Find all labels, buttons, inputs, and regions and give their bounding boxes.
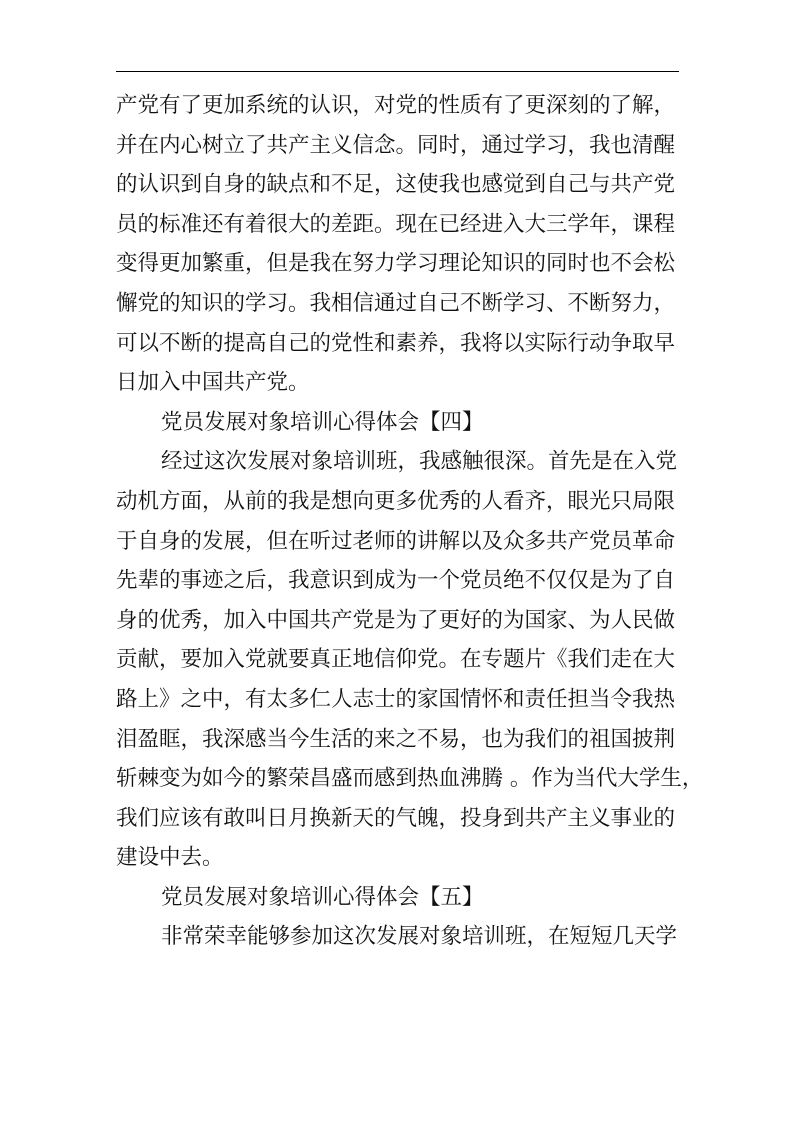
text-line: 我们应该有敢叫日月换新天的气魄，投身到共产主义事业的 — [116, 805, 676, 831]
text-line: 贡献，要加入党就要真正地信仰党。在专题片《我们走在大 — [116, 647, 676, 673]
text-line: 可以不断的提高自己的党性和素养，我将以实际行动争取早 — [116, 330, 676, 356]
text-line: 的认识到自身的缺点和不足，这使我也感觉到自己与共产党 — [116, 172, 676, 198]
text-line: 并在内心树立了共产主义信念。同时，通过学习，我也清醒 — [116, 132, 676, 158]
text-line: 变得更加繁重，但是我在努力学习理论知识的同时也不会松 — [116, 251, 676, 277]
text-line: 懈党的知识的学习。我相信通过自己不断学习、不断努力， — [116, 290, 676, 316]
text-line: 动机方面，从前的我是想向更多优秀的人看齐，眼光只局限 — [116, 488, 676, 514]
text-line: 产党有了更加系统的认识，对党的性质有了更深刻的了解， — [116, 93, 676, 118]
text-line: 非常荣幸能够参加这次发展对象培训班，在短短几天学 — [161, 924, 678, 950]
text-line: 于自身的发展，但在听过老师的讲解以及众多共产党员革命 — [116, 528, 676, 554]
text-line: 经过这次发展对象培训班，我感触很深。首先是在入党 — [161, 449, 678, 475]
document-body — [116, 86, 704, 957]
text-line: 路上》之中，有太多仁人志士的家国情怀和责任担当令我热 — [116, 686, 676, 712]
text-line: 建设中去。 — [116, 845, 224, 871]
text-line: 斩棘变为如今的繁荣昌盛而感到热血沸腾 。作为当代大学生， — [116, 766, 704, 792]
text-line: 日加入中国共产党。 — [116, 370, 310, 396]
section-heading: 党员发展对象培训心得体会【五】 — [161, 884, 484, 910]
text-line: 先辈的事迹之后，我意识到成为一个党员绝不仅仅是为了自 — [116, 568, 676, 594]
text-line: 泪盈眶，我深感当今生活的来之不易，也为我们的祖国披荆 — [116, 726, 676, 752]
header-rule — [116, 71, 679, 72]
section-heading: 党员发展对象培训心得体会【四】 — [161, 409, 484, 435]
text-line: 员的标准还有着很大的差距。现在已经进入大三学年，课程 — [116, 211, 676, 237]
text-line: 身的优秀，加入中国共产党是为了更好的为国家、为人民做 — [116, 607, 676, 633]
